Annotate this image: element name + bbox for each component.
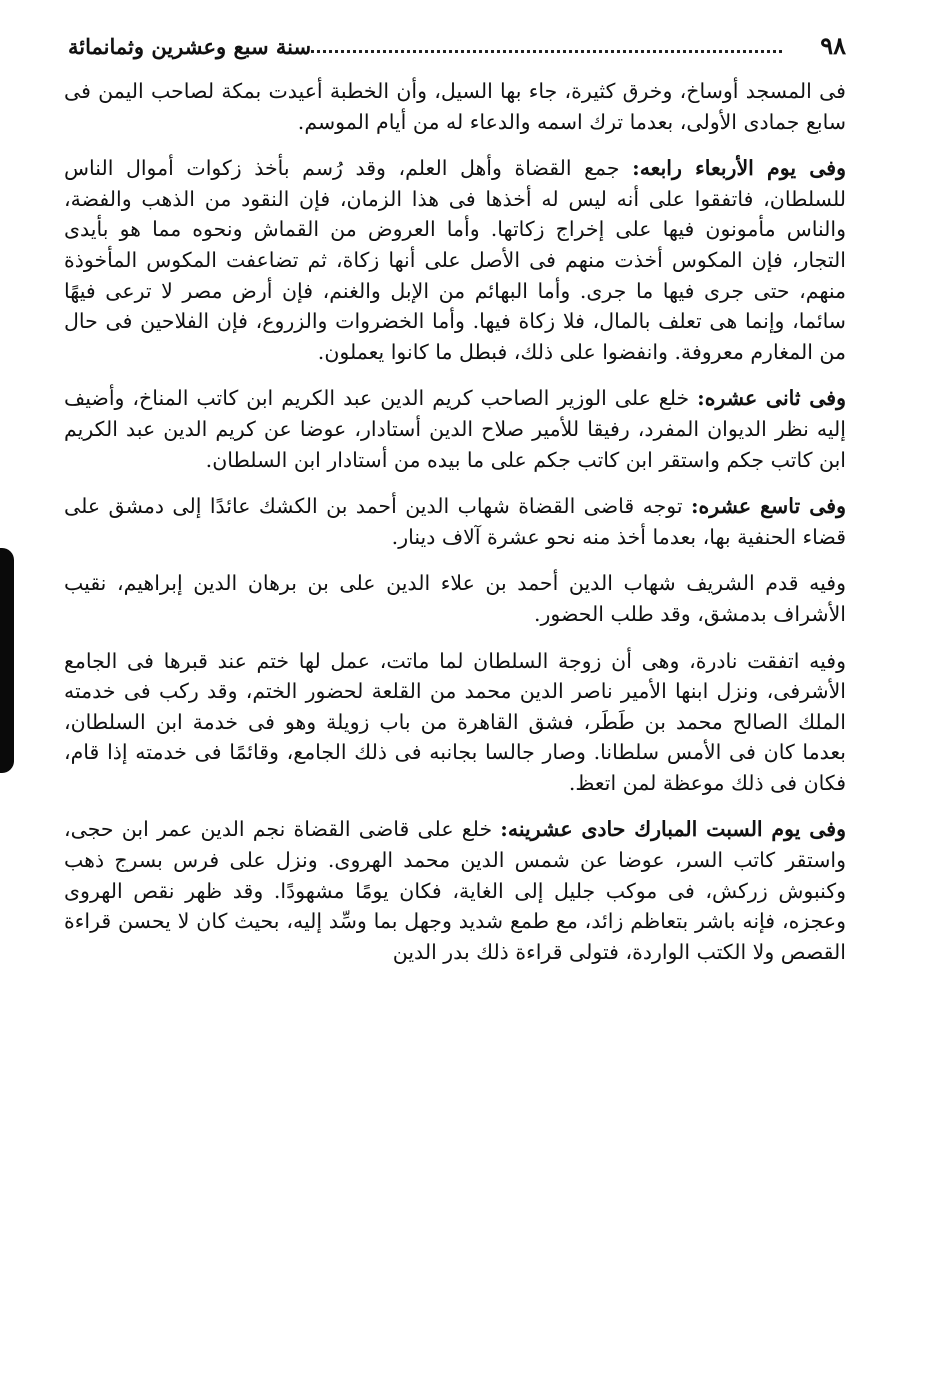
paragraph-text: وفيه قدم الشريف شهاب الدين أحمد بن علاء الدين على بن برهان الدين إبراهيم، نقيب الأشراف بدمشق، وقد طلب الحضور. (64, 571, 846, 626)
paragraph-4 (64, 491, 846, 552)
dotted-line (264, 50, 782, 53)
paragraph-lead: وفى ثانى عشره: (697, 386, 846, 411)
paragraph-text: خلع على قاضى القضاة نجم الدين عمر ابن حجى، واستقر كاتب السر، عوضا عن شمس الدين محمد الهروى. ونزل على فرس بسرج ذهب وكنبوش زركش، فى موكب جليل إلى الغاية، فكان يومًا مشهودًا. وقد ظهر نقص الهروى وعجزه، فإنه باشر بتعاظم زائد، مع طمع شديد وجهل بما وسِّد إليه، بحيث كان لا يحسن قراءة القصص ولا الكتب الواردة، فتولى قراءة ذلك بدر الدين (64, 817, 846, 964)
paragraph-text: خلع على الوزير الصاحب كريم الدين عبد الكريم ابن كاتب المناخ، وأضيف إليه نظر الديوان المفرد، رفيقا للأمير صلاح الدين أستادار، عوضا عن كريم الدين عبد الكريم ابن كاتب جكم واستقر ابن كاتب جكم على ما بيده من أستادار ابن السلطان. (64, 386, 846, 472)
paragraph-lead: وفى تاسع عشره: (690, 494, 846, 519)
running-title: سنة سبع وعشرين وثمانمائة (64, 30, 311, 64)
paragraph-3 (64, 383, 846, 475)
main-text (64, 76, 846, 967)
paragraph-1 (64, 76, 846, 137)
paragraph-text: وفيه اتفقت نادرة، وهى أن زوجة السلطان لما ماتت، عمل لها ختم عند قبرها فى الجامع الأشرفى، ونزل ابنها الأمير ناصر الدين محمد من القلعة لحضور الختم، وقد ركب فى خدمته الملك الصالح محمد بن طَطَر، فشق القاهرة من باب زويلة وهو فى خدمة ابن السلطان، بعدما كان فى الأمس سلطانا. وصار جالسا بجانبه فى ذلك الجامع، وقائمًا فى خدمته إذا قام، فكان فى ذلك موعظة لمن اتعظ. (64, 648, 846, 795)
paragraph-2 (64, 153, 846, 367)
paragraph-5 (64, 568, 846, 629)
page-number: ٩٨ (820, 31, 846, 60)
paragraph-text: توجه قاضى القضاة شهاب الدين أحمد بن الكشك عائدًا إلى دمشق على قضاء الحنفية بها، بعدما أخذ منه نحو عشرة آلاف دينار. (64, 494, 846, 549)
paragraph-lead: وفى يوم الأربعاء رابعه: (632, 156, 846, 181)
paragraph-text: فى المسجد أوساخ، وخرق كثيرة، جاء بها السيل، وأن الخطبة أعيدت بمكة لصاحب اليمن فى سابع جمادى الأولى، بعدما ترك اسمه والدعاء له من أيام الموسم. (64, 79, 846, 134)
page-header (64, 28, 846, 68)
paragraph-6 (64, 646, 846, 799)
scan-shadow-edge (0, 548, 14, 773)
paragraph-lead: وفى يوم السبت المبارك حادى عشرينه: (500, 817, 846, 842)
paragraph-text: جمع القضاة وأهل العلم، وقد رُسم بأخذ زكوات أموال الناس للسلطان، فاتفقوا على أنه ليس له أخذها فى هذا الزمان، فإن النقود من الذهب والفضة، والناس مأمونون فيها على إخراج زكاتها. وأما العروض من القماش ونحوه مما هو بأيدى التجار، فإن المكوس أخذت منهم فى الأصل على أنها زكاة، ثم تضاعفت المكوس المأخوذة منهم، حتى جرى فيها ما جرى. وأما البهائم من الإبل والغنم، فإن أرض مصر لا ترعى فيهًا سائما، وإنما هى تعلف بالمال، فلا زكاة فيها. وأما الخضروات والزروع، فإن الفلاحين فى حال من المغارم معروفة. وانفضوا على ذلك، فبطل ما كانوا يعملون. (64, 156, 846, 364)
paragraph-7 (64, 814, 846, 967)
